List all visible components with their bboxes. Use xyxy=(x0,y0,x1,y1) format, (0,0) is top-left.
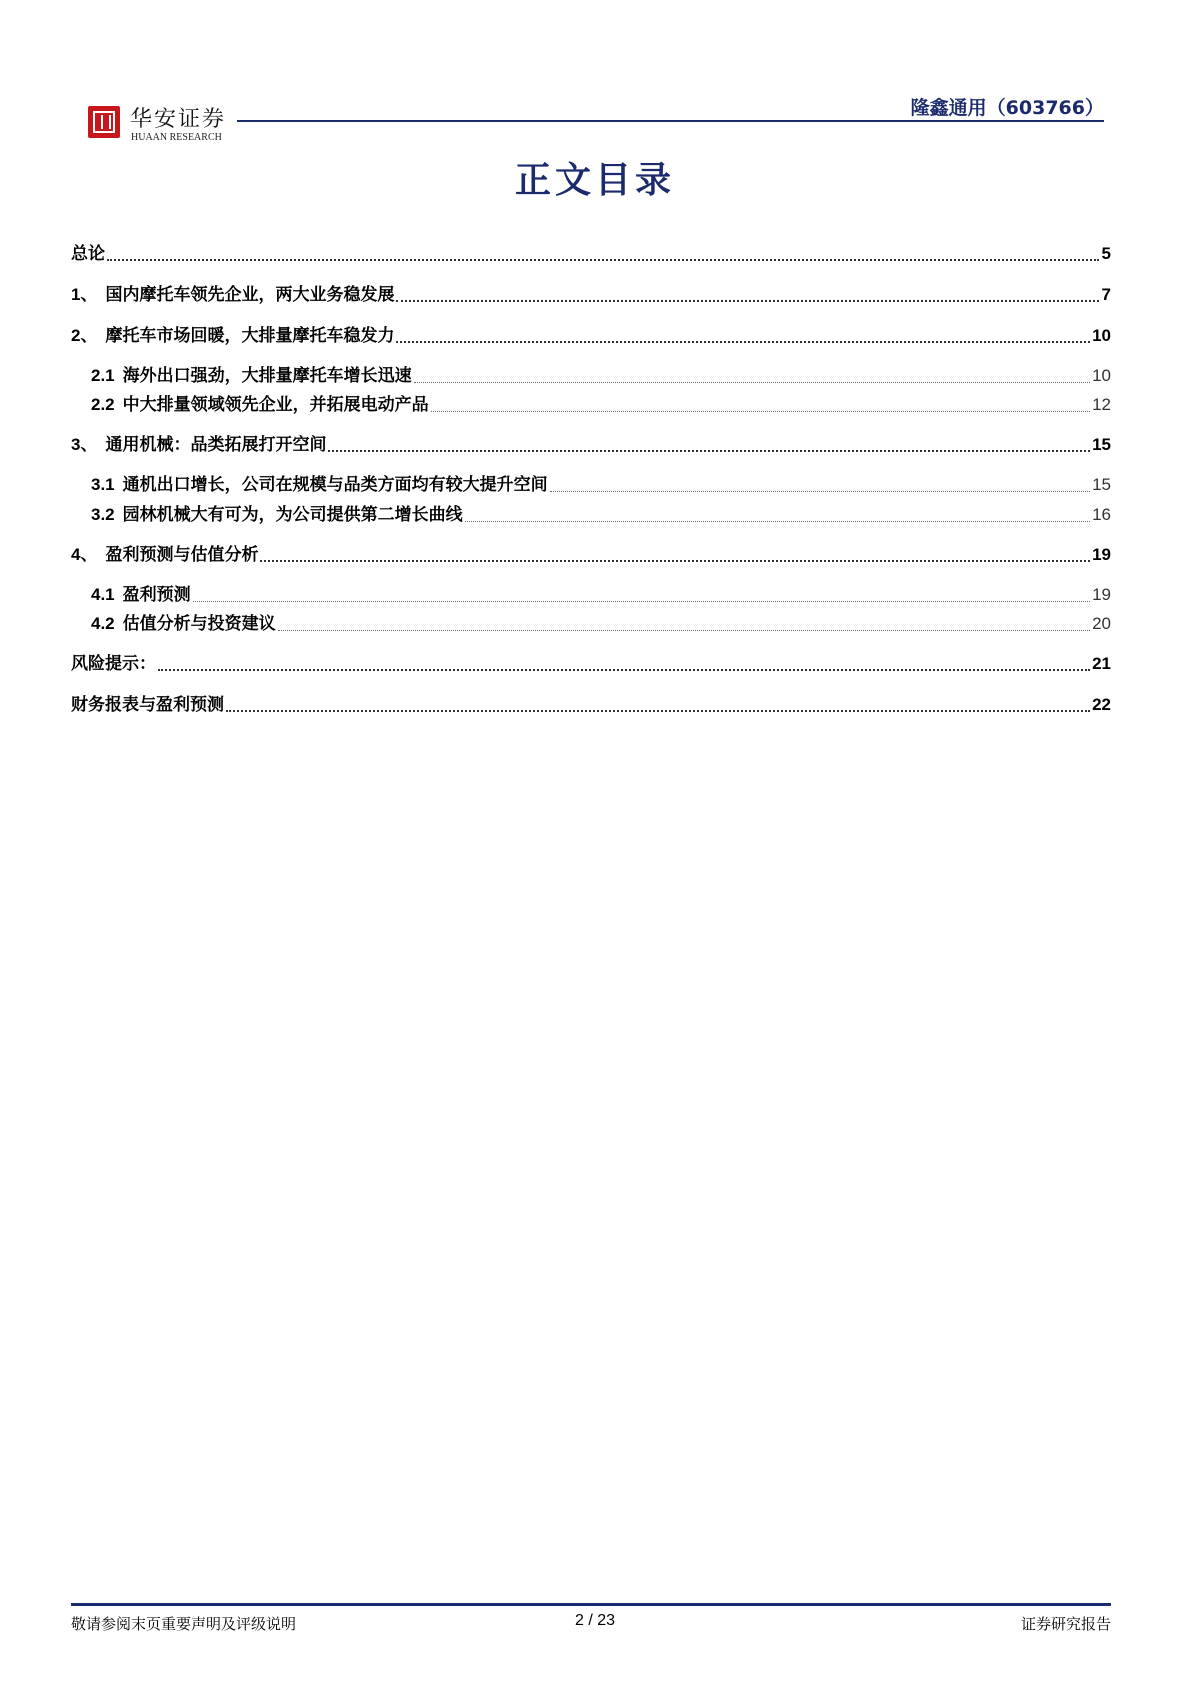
toc-page-number: 12 xyxy=(1092,395,1111,414)
toc-entry-section-3-2[interactable] xyxy=(91,500,1111,526)
toc-entry-label xyxy=(71,694,224,716)
toc-entry-title: 通机出口增长，公司在规模与品类方面均有较大提升空间 xyxy=(122,475,548,495)
toc-entry-number: 2.2 xyxy=(91,395,115,414)
toc-dot-leader xyxy=(193,601,1090,602)
toc-entry-label xyxy=(91,613,276,635)
page-title: 正文目录 xyxy=(514,159,675,201)
toc-entry-label xyxy=(71,243,105,265)
toc-entry-label xyxy=(71,325,394,347)
toc-entry-title: 盈利预测 xyxy=(122,585,191,605)
toc-dot-leader xyxy=(158,669,1090,671)
toc-page-number: 15 xyxy=(1092,475,1111,494)
toc-page-number: 20 xyxy=(1092,614,1111,633)
toc-dot-leader xyxy=(278,630,1090,631)
toc-entry-title: 国内摩托车领先企业，两大业务稳发展 xyxy=(105,285,395,305)
toc-dot-leader xyxy=(328,450,1090,452)
toc-entry-title: 总论 xyxy=(71,244,105,264)
toc-page-number: 21 xyxy=(1092,654,1111,673)
toc-dot-leader xyxy=(396,341,1090,343)
toc-entry-title: 中大排量领域领先企业，并拓展电动产品 xyxy=(122,395,429,415)
toc-entry-section-2-2[interactable] xyxy=(91,390,1111,416)
toc-dot-leader xyxy=(226,710,1090,712)
toc-dot-leader xyxy=(550,491,1090,492)
toc-dot-leader xyxy=(396,300,1099,302)
toc-entry-financials[interactable] xyxy=(71,690,1111,716)
toc-entry-number: 4.1 xyxy=(91,585,115,604)
logo-english-name: HUAAN RESEARCH xyxy=(131,132,222,143)
toc-entry-summary[interactable] xyxy=(71,239,1111,265)
toc-entry-title: 风险提示： xyxy=(71,654,156,674)
toc-page-number: 16 xyxy=(1092,505,1111,524)
toc-entry-section-4-2[interactable] xyxy=(91,609,1111,635)
toc-page-number: 22 xyxy=(1092,695,1111,714)
toc-entry-section-4-1[interactable] xyxy=(91,580,1111,606)
toc-dot-leader xyxy=(107,259,1099,261)
toc-entry-section-3[interactable] xyxy=(71,430,1111,456)
toc-entry-section-3-1[interactable] xyxy=(91,470,1111,496)
company-name: 隆鑫通用（603766） xyxy=(910,97,1104,119)
footer-divider xyxy=(71,1603,1111,1606)
toc-dot-leader xyxy=(465,521,1090,522)
toc-entry-title: 园林机械大有可为，为公司提供第二增长曲线 xyxy=(122,505,463,525)
logo-chinese-name: 华安证券 xyxy=(130,107,227,132)
toc-entry-label xyxy=(91,504,463,526)
toc-entry-label xyxy=(71,434,326,456)
toc-entry-title: 财务报表与盈利预测 xyxy=(71,695,224,715)
toc-entry-title: 盈利预测与估值分析 xyxy=(105,545,259,565)
toc-entry-title: 摩托车市场回暖，大排量摩托车稳发力 xyxy=(105,326,395,346)
toc-entry-number: 1、 xyxy=(71,285,98,304)
footer-disclaimer: 敬请参阅末页重要声明及评级说明 xyxy=(71,1615,297,1633)
toc-page-number: 10 xyxy=(1092,366,1111,385)
toc-entry-label xyxy=(71,544,258,566)
toc-entry-number: 3、 xyxy=(71,435,98,454)
toc-dot-leader xyxy=(414,382,1090,383)
toc-entry-title: 估值分析与投资建议 xyxy=(122,614,276,634)
header-divider xyxy=(237,120,1104,122)
toc-page-number: 5 xyxy=(1101,244,1111,263)
toc-entry-number: 3.1 xyxy=(91,475,115,494)
toc-entry-number: 4、 xyxy=(71,545,98,564)
toc-entry-title: 通用机械：品类拓展打开空间 xyxy=(105,435,327,455)
page-header xyxy=(0,0,1190,150)
toc-entry-label xyxy=(91,365,412,387)
toc-entry-number: 2、 xyxy=(71,326,98,345)
toc-entry-label xyxy=(91,394,429,416)
toc-entry-section-2-1[interactable] xyxy=(91,361,1111,387)
toc-entry-title: 海外出口强劲，大排量摩托车增长迅速 xyxy=(122,366,412,386)
toc-entry-number: 4.2 xyxy=(91,614,115,633)
toc-entry-label xyxy=(71,284,394,306)
toc-page-number: 7 xyxy=(1101,285,1111,304)
toc-entry-label xyxy=(71,653,156,675)
toc-page-number: 10 xyxy=(1092,326,1111,345)
toc-entry-number: 3.2 xyxy=(91,505,115,524)
toc-entry-label xyxy=(91,474,548,496)
toc-entry-section-2[interactable] xyxy=(71,321,1111,347)
toc-entry-section-1[interactable] xyxy=(71,280,1111,306)
report-type: 证券研究报告 xyxy=(1020,1615,1111,1633)
toc-dot-leader xyxy=(260,560,1090,562)
toc-page-number: 19 xyxy=(1092,545,1111,564)
toc-entry-risk-warning[interactable] xyxy=(71,649,1111,675)
toc-entry-section-4[interactable] xyxy=(71,540,1111,566)
toc-dot-leader xyxy=(431,411,1090,412)
toc-page-number: 15 xyxy=(1092,435,1111,454)
huaan-logo-icon xyxy=(88,106,120,138)
page-indicator: 2 / 23 xyxy=(574,1612,616,1629)
toc-page-number: 19 xyxy=(1092,585,1111,604)
toc-entry-label xyxy=(91,584,191,606)
toc-entry-number: 2.1 xyxy=(91,366,115,385)
